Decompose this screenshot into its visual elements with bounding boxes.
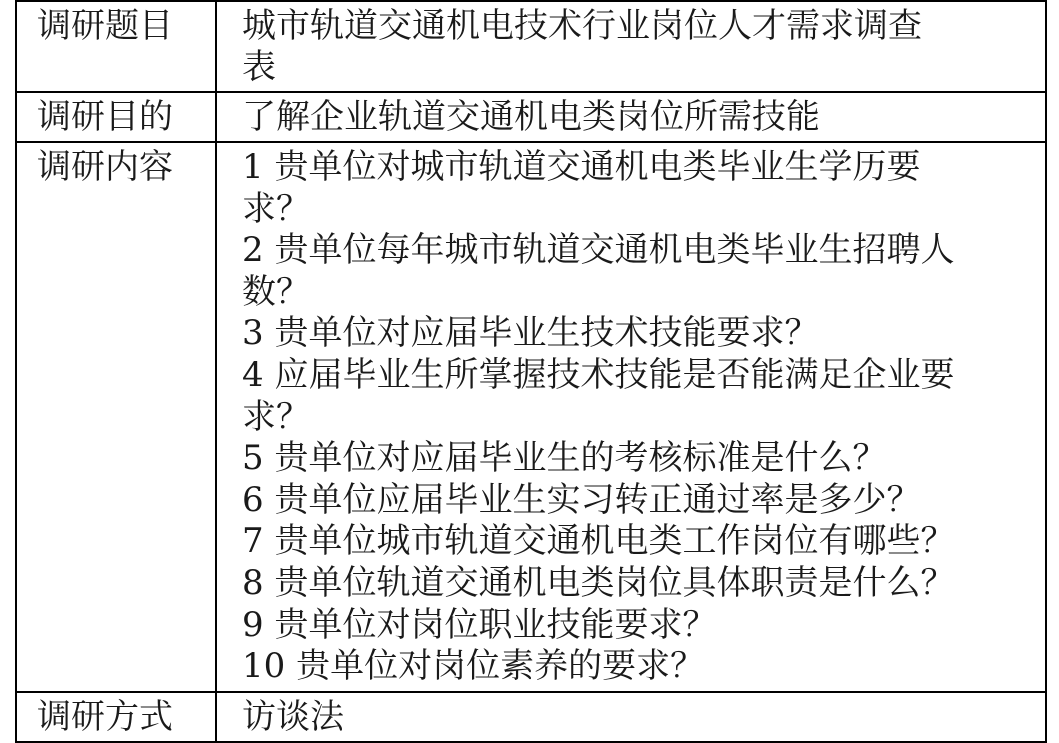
- row-value-purpose: [216, 92, 1046, 142]
- row-value-method: [216, 692, 1046, 742]
- table-row-content: [16, 142, 1046, 692]
- text-line: 了解企业轨道交通机电类岗位所需技能: [242, 97, 820, 137]
- survey-table: [15, 0, 1047, 743]
- text-line: 表: [242, 47, 276, 87]
- question-line: 数？: [242, 271, 310, 312]
- row-label-content: 调研内容: [16, 142, 216, 692]
- row-label-topic: 调研题目: [16, 1, 216, 92]
- text-line: 城市轨道交通机电技术行业岗位人才需求调查: [242, 6, 922, 46]
- question-line: 7 贵单位城市轨道交通机电类工作岗位有哪些？: [242, 521, 955, 562]
- table-row-purpose: [16, 92, 1046, 142]
- row-label-method: 调研方式: [16, 692, 216, 742]
- text-line: 访谈法: [242, 696, 344, 737]
- question-line: 求？: [242, 396, 310, 437]
- row-value-topic: [216, 1, 1046, 92]
- question-line: 6 贵单位应届毕业生实习转正通过率是多少？: [242, 479, 921, 520]
- table-row-method: [16, 692, 1046, 742]
- row-value-content: [216, 142, 1046, 692]
- question-line: 2 贵单位每年城市轨道交通机电类毕业生招聘人: [242, 230, 955, 271]
- question-line: 求？: [242, 188, 310, 229]
- question-line: 9 贵单位对岗位职业技能要求？: [242, 604, 717, 645]
- question-line: 5 贵单位对应届毕业生的考核标准是什么？: [242, 438, 887, 479]
- question-line: 8 贵单位轨道交通机电类岗位具体职责是什么？: [242, 562, 955, 603]
- table-row-topic: [16, 1, 1046, 92]
- question-line: 4 应届毕业生所掌握技术技能是否能满足企业要: [242, 354, 955, 395]
- question-line: 3 贵单位对应届毕业生技术技能要求？: [242, 313, 819, 354]
- question-line: 10 贵单位对岗位素养的要求？: [242, 646, 705, 687]
- question-line: 1 贵单位对城市轨道交通机电类毕业生学历要: [242, 147, 921, 187]
- row-label-purpose: 调研目的: [16, 92, 216, 142]
